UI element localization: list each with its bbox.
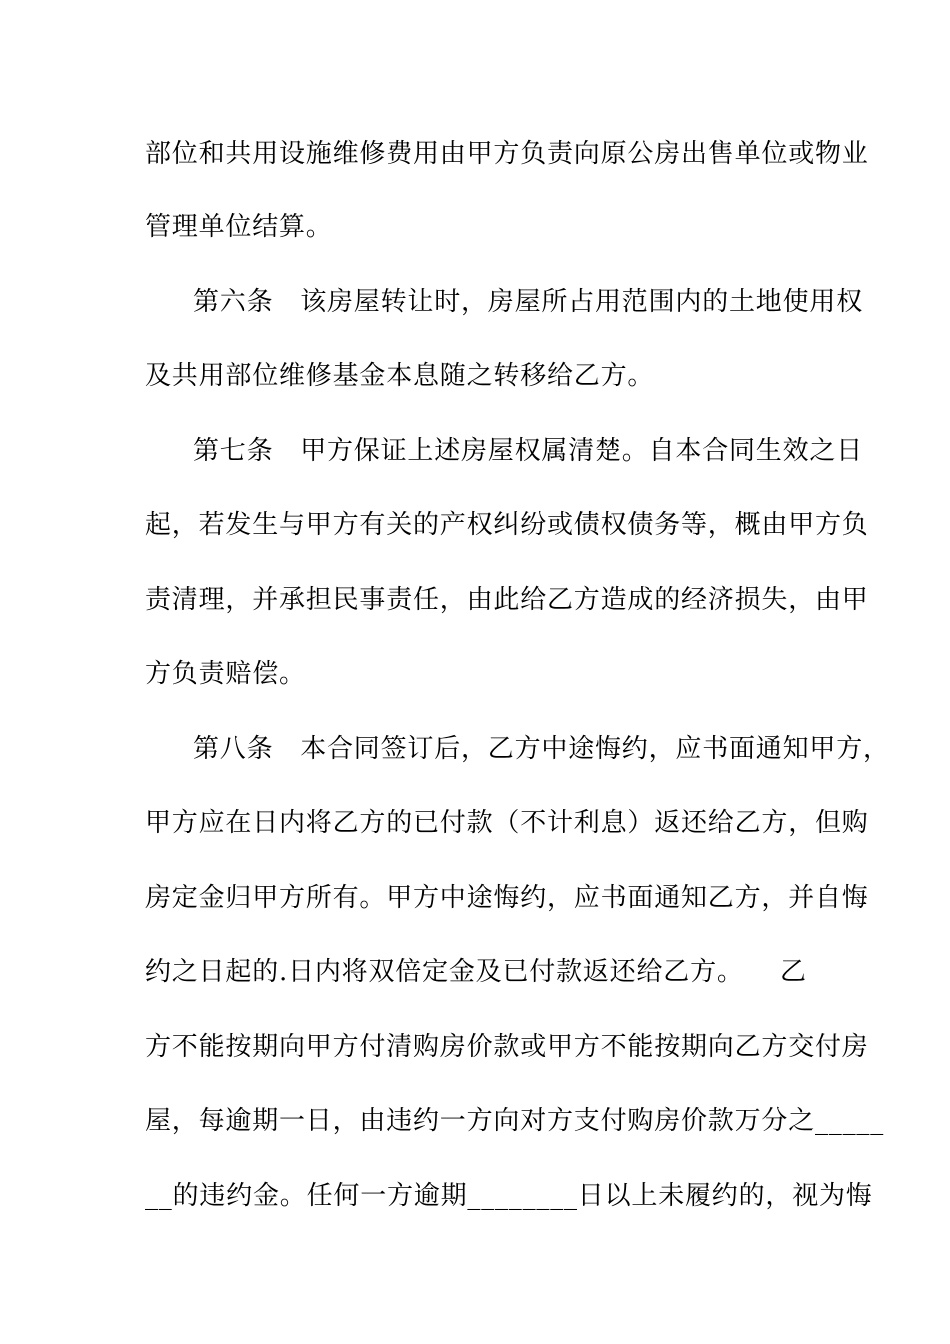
article-6-heading-line: 第六条 该房屋转让时，房屋所占用范围内的土地使用权 (193, 287, 864, 317)
text-line: 起，若发生与甲方有关的产权纠纷或债权债务等，概由甲方负 (145, 510, 869, 540)
text-line: 房定金归甲方所有。甲方中途悔约，应书面通知乙方，并自悔 (145, 883, 869, 913)
text-line: 约之日起的.日内将双倍定金及已付款返还给乙方。 (145, 957, 744, 987)
article-7-heading-line: 第七条 甲方保证上述房屋权属清楚。自本合同生效之日 (193, 436, 864, 466)
text-line: 屋，每逾期一日，由违约一方向对方支付购房价款万分之_____ (145, 1106, 885, 1136)
text-line-fragment: 乙 (780, 957, 807, 987)
text-line: 甲方应在日内将乙方的已付款（不计利息）返还给乙方，但购 (145, 808, 869, 838)
article-8-heading-line: 第八条 本合同签订后，乙方中途悔约，应书面通知甲方， (193, 734, 890, 764)
text-line: 部位和共用设施维修费用由甲方负责向原公房出售单位或物业 (145, 139, 869, 169)
text-line: 方负责赔偿。 (145, 659, 306, 689)
text-line: __的违约金。任何一方逾期________日以上未履约的，视为悔 (145, 1181, 873, 1211)
text-line: 方不能按期向甲方付清购房价款或甲方不能按期向乙方交付房 (145, 1032, 869, 1062)
text-line: 责清理，并承担民事责任，由此给乙方造成的经济损失，由甲 (145, 585, 869, 615)
text-line: 管理单位结算。 (145, 212, 333, 242)
text-line: 及共用部位维修基金本息随之转移给乙方。 (145, 361, 655, 391)
